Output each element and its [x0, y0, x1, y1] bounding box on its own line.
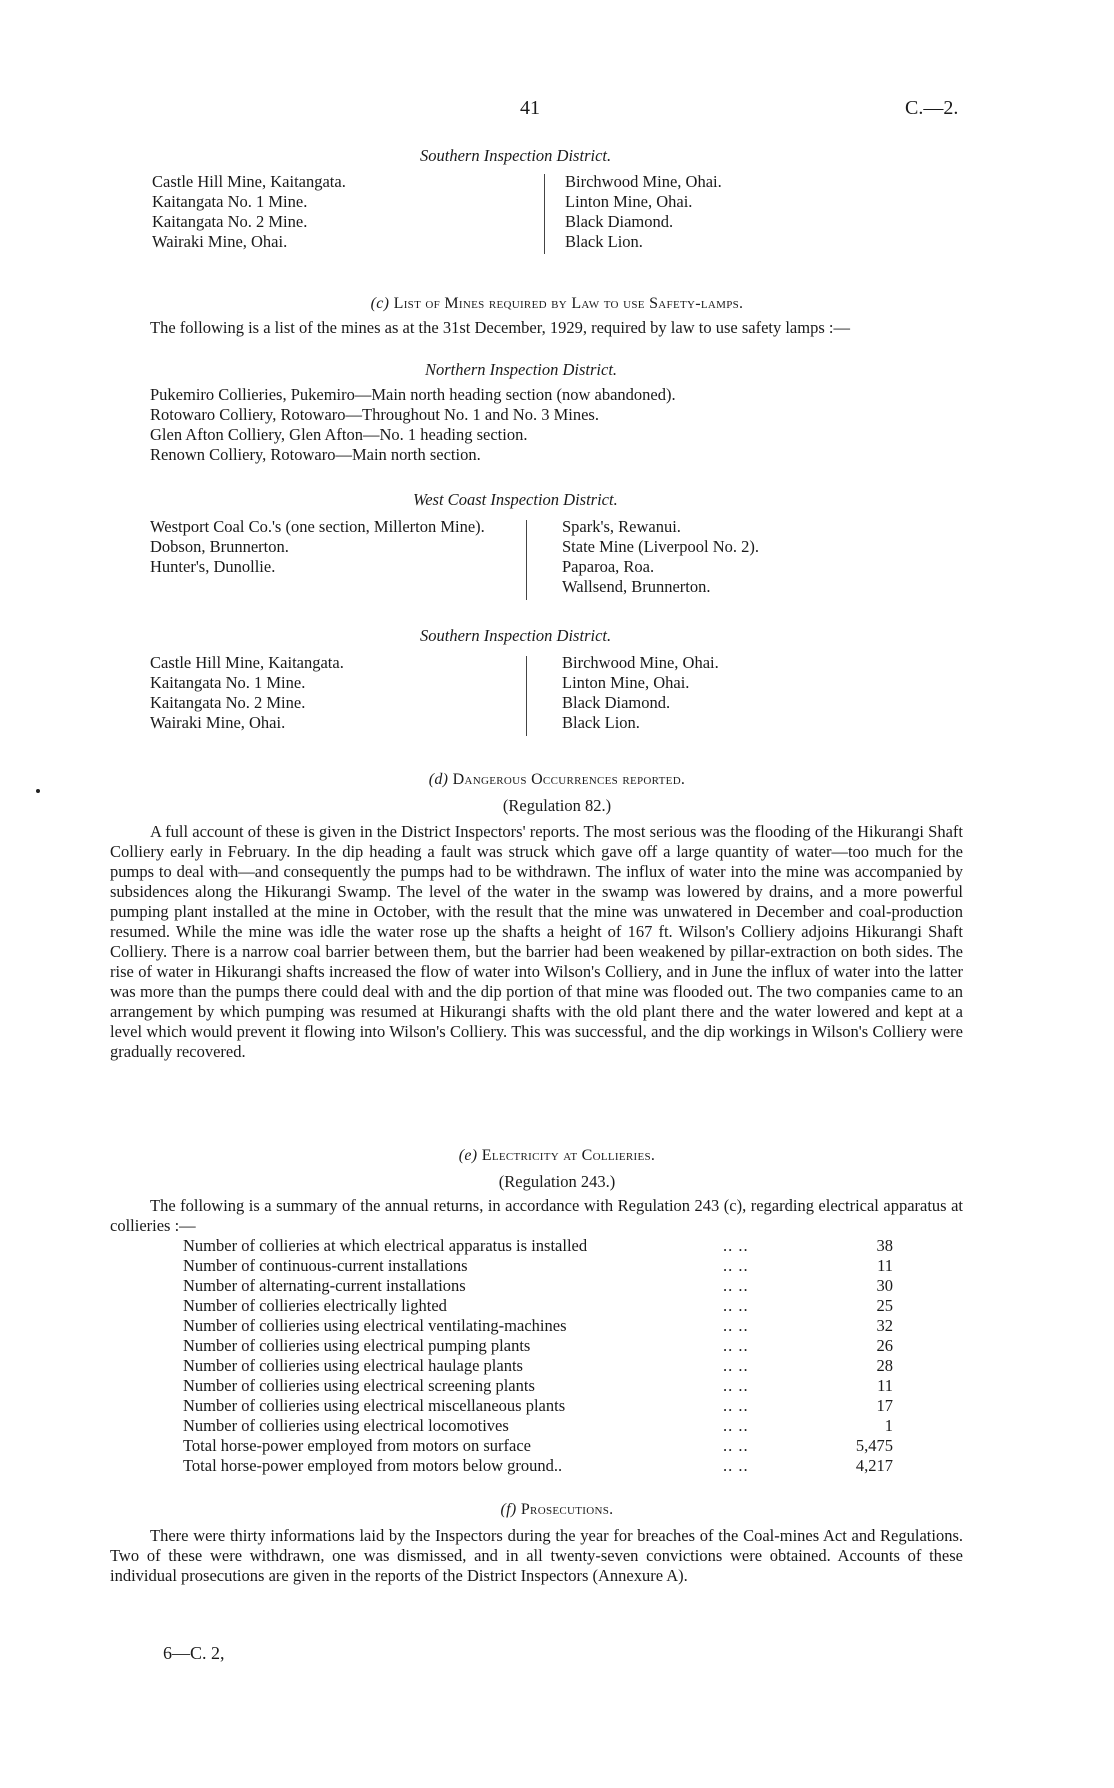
row-value: 30: [876, 1276, 893, 1295]
list-item: Glen Afton Colliery, Glen Afton—No. 1 heading section.: [150, 425, 528, 444]
section-d-heading: [0, 770, 1114, 790]
list-item: State Mine (Liverpool No. 2).: [562, 537, 760, 556]
table-row: [183, 1276, 893, 1296]
row-leader: .. ..: [723, 1456, 749, 1475]
section-c-intro: The following is a list of the mines as at the 31st December, 1929, required by law to use safety lamps :—: [150, 318, 850, 337]
list-item: Black Lion.: [565, 232, 643, 251]
section-letter: (e): [458, 1147, 478, 1164]
list-item: Wairaki Mine, Ohai.: [152, 232, 288, 251]
row-label: Number of collieries using electrical screening plants: [183, 1376, 535, 1395]
row-value: 38: [876, 1236, 893, 1255]
row-value: 4,217: [855, 1456, 893, 1475]
section-title: List of Mines required by Law to use Safety-lamps.: [393, 295, 744, 312]
row-value: 32: [876, 1316, 893, 1335]
district-title-southern: Southern Inspection District.: [420, 626, 612, 645]
list-item: Castle Hill Mine, Kaitangata.: [152, 172, 346, 191]
district-title-west-coast: West Coast Inspection District.: [413, 490, 618, 509]
row-label: Number of collieries using electrical ventilating-machines: [183, 1316, 567, 1335]
table-row: [183, 1416, 893, 1436]
section-title: Electricity at Collieries.: [481, 1147, 656, 1164]
row-leader: .. ..: [723, 1276, 749, 1295]
west-coast-right-list: [562, 517, 759, 597]
row-value: 1: [884, 1416, 893, 1435]
list-item: Kaitangata No. 1 Mine.: [150, 673, 306, 692]
row-label: Number of collieries using electrical haulage plants: [183, 1356, 523, 1375]
document-code: C.—2.: [905, 97, 959, 119]
list-item: Kaitangata No. 2 Mine.: [152, 212, 308, 231]
southern-top-left-list: [152, 172, 346, 252]
list-item: Renown Colliery, Rotowaro—Main north section.: [150, 445, 481, 464]
list-item: Hunter's, Dunollie.: [150, 557, 276, 576]
row-value: 11: [877, 1256, 893, 1275]
row-leader: .. ..: [723, 1256, 749, 1275]
northern-list: [150, 385, 676, 465]
table-row: [183, 1456, 893, 1476]
section-title: Dangerous Occurrences reported.: [452, 771, 686, 788]
footer-code: 6—C. 2,: [163, 1643, 225, 1663]
margin-mark: [36, 789, 40, 793]
list-item: Kaitangata No. 1 Mine.: [152, 192, 308, 211]
row-leader: .. ..: [723, 1416, 749, 1435]
row-label: Total horse-power employed from motors below ground..: [183, 1456, 563, 1475]
row-leader: .. ..: [723, 1316, 749, 1335]
row-label: Number of collieries using electrical miscellaneous plants: [183, 1396, 566, 1415]
list-item: Linton Mine, Ohai.: [565, 192, 693, 211]
row-value: 17: [876, 1396, 893, 1415]
list-item: Wairaki Mine, Ohai.: [150, 713, 286, 732]
row-value: 25: [876, 1296, 893, 1315]
table-row: [183, 1256, 893, 1276]
list-item: Dobson, Brunnerton.: [150, 537, 289, 556]
row-label: Number of collieries electrically lighted: [183, 1296, 447, 1315]
table-row: [183, 1436, 893, 1456]
page-number: 41: [520, 97, 540, 119]
southern-right-list: [562, 653, 719, 733]
list-item: Spark's, Rewanui.: [562, 517, 681, 536]
section-e-heading: [0, 1146, 1114, 1166]
section-f-heading: [0, 1500, 1114, 1520]
row-leader: .. ..: [723, 1356, 749, 1375]
list-item: Wallsend, Brunnerton.: [562, 577, 711, 596]
row-leader: .. ..: [723, 1296, 749, 1315]
district-title-northern: Northern Inspection District.: [425, 360, 618, 379]
table-row: [183, 1296, 893, 1316]
section-d-regulation: (Regulation 82.): [502, 796, 612, 815]
district-title-southern-top: Southern Inspection District.: [420, 146, 612, 165]
section-d-body: A full account of these is given in the District Inspectors' reports. The most serious was the flooding of the Hikurangi Shaft Colliery early in February. In the dip heading a fault was struck which gave off a large quantity of water—too much for the pumps to deal with—and consequently the pumps had to be withdrawn. The influx of water into the mine was accompanied by subsidences along the Hikurangi Swamp. The level of the water in the swamp was lowered by drains, and a more powerful pumping plant installed at the mine in October, with the result that the mine was unwatered in December and coal-production resumed. While the mine was idle the water rose up the shafts a height of 167 ft. Wilson's Colliery adjoins Hikurangi Shaft Colliery. There is a narrow coal barrier between them, but the barrier had been weakened by pillar-extraction on both sides. The rise of water in Hikurangi shafts increased the flow of water into Wilson's Colliery, and in June the influx of water into the latter was more than the pumps there could deal with and the dip portion of that mine was flooded out. The two companies came to an arrangement by which pumping was resumed at Hikurangi shafts with the old plant there and the water lowered and kept at a level which would prevent it flowing into Wilson's Colliery. This was successful, and the dip workings in Wilson's Colliery were gradually recovered.: [110, 822, 963, 1061]
list-item: Pukemiro Collieries, Pukemiro—Main north heading section (now abandoned).: [150, 385, 676, 404]
column-divider: [526, 520, 527, 600]
row-label: Number of collieries using electrical locomotives: [183, 1416, 509, 1435]
column-divider: [526, 656, 527, 736]
table-row: [183, 1316, 893, 1336]
row-label: Number of collieries at which electrical apparatus is installed: [183, 1236, 588, 1255]
list-item: Paparoa, Roa.: [562, 557, 655, 576]
section-c-heading: [0, 294, 1114, 314]
row-value: 28: [876, 1356, 893, 1375]
southern-left-list: [150, 653, 344, 733]
section-e-regulation: (Regulation 243.): [498, 1172, 616, 1191]
electricity-summary-table: [183, 1236, 893, 1476]
row-leader: .. ..: [723, 1236, 749, 1255]
table-row: [183, 1236, 893, 1256]
table-row: [183, 1396, 893, 1416]
list-item: Black Lion.: [562, 713, 640, 732]
section-title: Prosecutions.: [520, 1501, 614, 1518]
row-leader: .. ..: [723, 1376, 749, 1395]
west-coast-left-list: [150, 517, 520, 577]
table-row: [183, 1336, 893, 1356]
row-value: 5,475: [855, 1436, 893, 1455]
list-item: Birchwood Mine, Ohai.: [565, 172, 722, 191]
list-item: Kaitangata No. 2 Mine.: [150, 693, 306, 712]
row-value: 26: [876, 1336, 893, 1355]
table-row: [183, 1376, 893, 1396]
column-divider: [544, 174, 545, 254]
row-leader: .. ..: [723, 1396, 749, 1415]
row-label: Number of collieries using electrical pumping plants: [183, 1336, 531, 1355]
list-item: Black Diamond.: [562, 693, 671, 712]
list-item: Birchwood Mine, Ohai.: [562, 653, 719, 672]
row-leader: .. ..: [723, 1336, 749, 1355]
list-item: Linton Mine, Ohai.: [562, 673, 690, 692]
southern-top-right-list: [565, 172, 722, 252]
section-letter: (f): [500, 1501, 517, 1518]
section-letter: (d): [428, 771, 449, 788]
row-leader: .. ..: [723, 1436, 749, 1455]
row-label: Total horse-power employed from motors on surface: [183, 1436, 531, 1455]
list-item: Westport Coal Co.'s (one section, Millerton Mine).: [150, 517, 485, 536]
list-item: Rotowaro Colliery, Rotowaro—Throughout No. 1 and No. 3 Mines.: [150, 405, 599, 424]
section-f-body: There were thirty informations laid by the Inspectors during the year for breaches of the Coal-mines Act and Regulations. Two of these were withdrawn, one was dismissed, and in all twenty-seven convictions were obtained. Accounts of these individual prosecutions are given in the reports of the District Inspectors (Annexure A).: [110, 1526, 963, 1585]
section-e-intro: The following is a summary of the annual returns, in accordance with Regulation 243 (c), regarding electrical apparatus at collieries :—: [110, 1196, 963, 1235]
section-letter: (c): [370, 295, 390, 312]
row-label: Number of alternating-current installations: [183, 1276, 466, 1295]
row-label: Number of continuous-current installations: [183, 1256, 468, 1275]
table-row: [183, 1356, 893, 1376]
row-value: 11: [877, 1376, 893, 1395]
list-item: Castle Hill Mine, Kaitangata.: [150, 653, 344, 672]
list-item: Black Diamond.: [565, 212, 674, 231]
